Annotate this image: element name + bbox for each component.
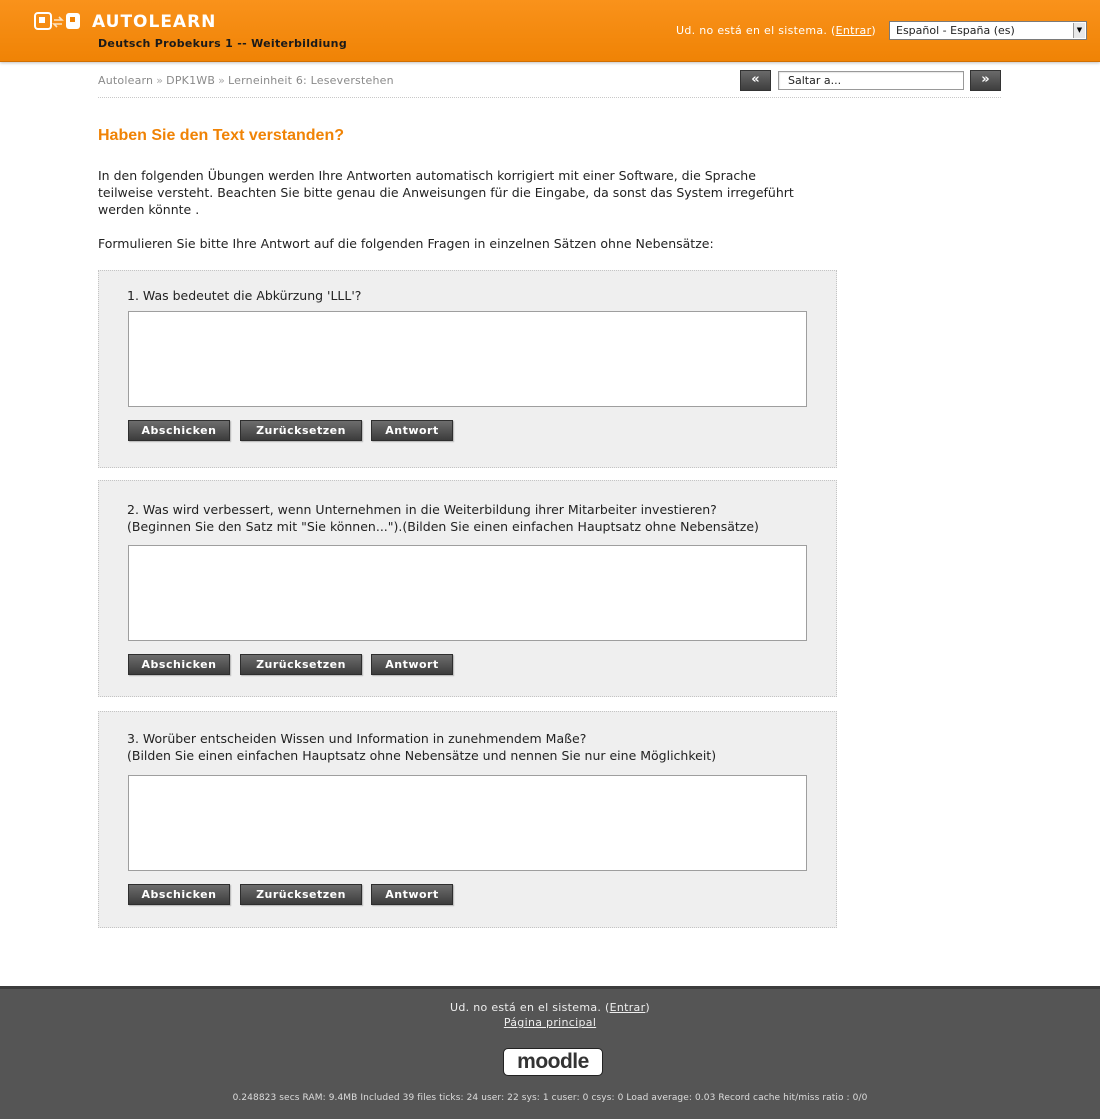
- site-logo[interactable]: [34, 12, 216, 32]
- course-name: Deutsch Probekurs 1 -- Weiterbildiung: [98, 37, 347, 50]
- jump-to-select[interactable]: Saltar a...: [778, 71, 964, 90]
- answer-button-1[interactable]: Antwort: [371, 420, 453, 441]
- breadcrumb-item-current: Lerneinheit 6: Leseverstehen: [228, 74, 394, 87]
- question-box-2: [98, 480, 837, 697]
- question-box-3: [98, 711, 837, 928]
- previous-activity-button[interactable]: «: [740, 70, 771, 91]
- footer-login-prefix: Ud. no está en el sistema. (: [450, 1001, 610, 1014]
- page-header: [0, 0, 1100, 62]
- logo-text: AUTOLEARN: [92, 12, 217, 32]
- submit-button-1[interactable]: Abschicken: [128, 420, 230, 441]
- breadcrumb: [98, 74, 394, 87]
- question-text: 3. Worüber entscheiden Wissen und Information in zunehmendem Maße?: [127, 731, 587, 746]
- reset-button-3[interactable]: Zurücksetzen: [240, 884, 362, 905]
- answer-textarea-3[interactable]: [128, 775, 807, 871]
- answer-button-3[interactable]: Antwort: [371, 884, 453, 905]
- question-text: 2. Was wird verbessert, wenn Unternehmen in die Weiterbildung ihrer Mitarbeiter investieren?: [127, 502, 717, 517]
- breadcrumb-separator: »: [156, 74, 164, 87]
- submit-button-2[interactable]: Abschicken: [128, 654, 230, 675]
- instruction-text: Formulieren Sie bitte Ihre Antwort auf die folgenden Fragen in einzelnen Sätzen ohne Nebensätze:: [98, 236, 714, 251]
- answer-button-2[interactable]: Antwort: [371, 654, 453, 675]
- question-hint: (Bilden Sie einen einfachen Hauptsatz ohne Nebensätze und nennen Sie nur eine Möglichkeit): [127, 748, 717, 763]
- question-text: 1. Was bedeutet die Abkürzung 'LLL'?: [127, 288, 362, 303]
- login-suffix: ): [871, 24, 876, 37]
- navbar-divider: [98, 97, 1001, 98]
- page-title: Haben Sie den Text verstanden?: [98, 127, 344, 144]
- reset-button-2[interactable]: Zurücksetzen: [240, 654, 362, 675]
- reset-button-1[interactable]: Zurücksetzen: [240, 420, 362, 441]
- breadcrumb-item-home[interactable]: Autolearn: [98, 74, 154, 87]
- question-hint: (Beginnen Sie den Satz mit "Sie können...").(Bilden Sie einen einfachen Hauptsatz ohne Nebensätze): [127, 519, 759, 534]
- footer-login-suffix: ): [645, 1001, 650, 1014]
- performance-info: 0.248823 secs RAM: 9.4MB Included 39 files ticks: 24 user: 22 sys: 1 cuser: 0 csys: 0 Load average: 0.03 Record cache hit/miss ratio : 0/0: [232, 1093, 868, 1103]
- moodle-logo-text: moodle: [517, 1050, 589, 1073]
- answer-textarea-2[interactable]: [128, 545, 807, 641]
- autolearn-logo-icon: [34, 12, 82, 32]
- footer-home: [0, 1016, 1100, 1029]
- page-footer: [0, 986, 1100, 1119]
- language-value: Español - España (es): [896, 24, 1015, 37]
- login-link[interactable]: Entrar: [835, 24, 872, 37]
- login-prefix: Ud. no está en el sistema. (: [676, 24, 836, 37]
- home-page-link[interactable]: Página principal: [503, 1016, 597, 1029]
- dropdown-arrow-icon[interactable]: ▼: [1073, 23, 1085, 38]
- intro-text: In den folgenden Übungen werden Ihre Antworten automatisch korrigiert mit einer Software, die Sprache teilweise versteht. Beachten Sie bitte genau die Anweisungen für die Eingabe, da sonst das System irregeführt werden könnte .: [98, 168, 794, 217]
- breadcrumb-item-course[interactable]: DPK1WB: [166, 74, 216, 87]
- answer-textarea-1[interactable]: [128, 311, 807, 407]
- submit-button-3[interactable]: Abschicken: [128, 884, 230, 905]
- moodle-logo[interactable]: [503, 1048, 603, 1076]
- footer-login-info: [0, 1001, 1100, 1014]
- question-box-1: [98, 270, 837, 468]
- language-select[interactable]: [889, 21, 1087, 40]
- login-info: [676, 24, 876, 37]
- breadcrumb-separator: »: [218, 74, 226, 87]
- next-activity-button[interactable]: »: [970, 70, 1001, 91]
- footer-login-link[interactable]: Entrar: [609, 1001, 646, 1014]
